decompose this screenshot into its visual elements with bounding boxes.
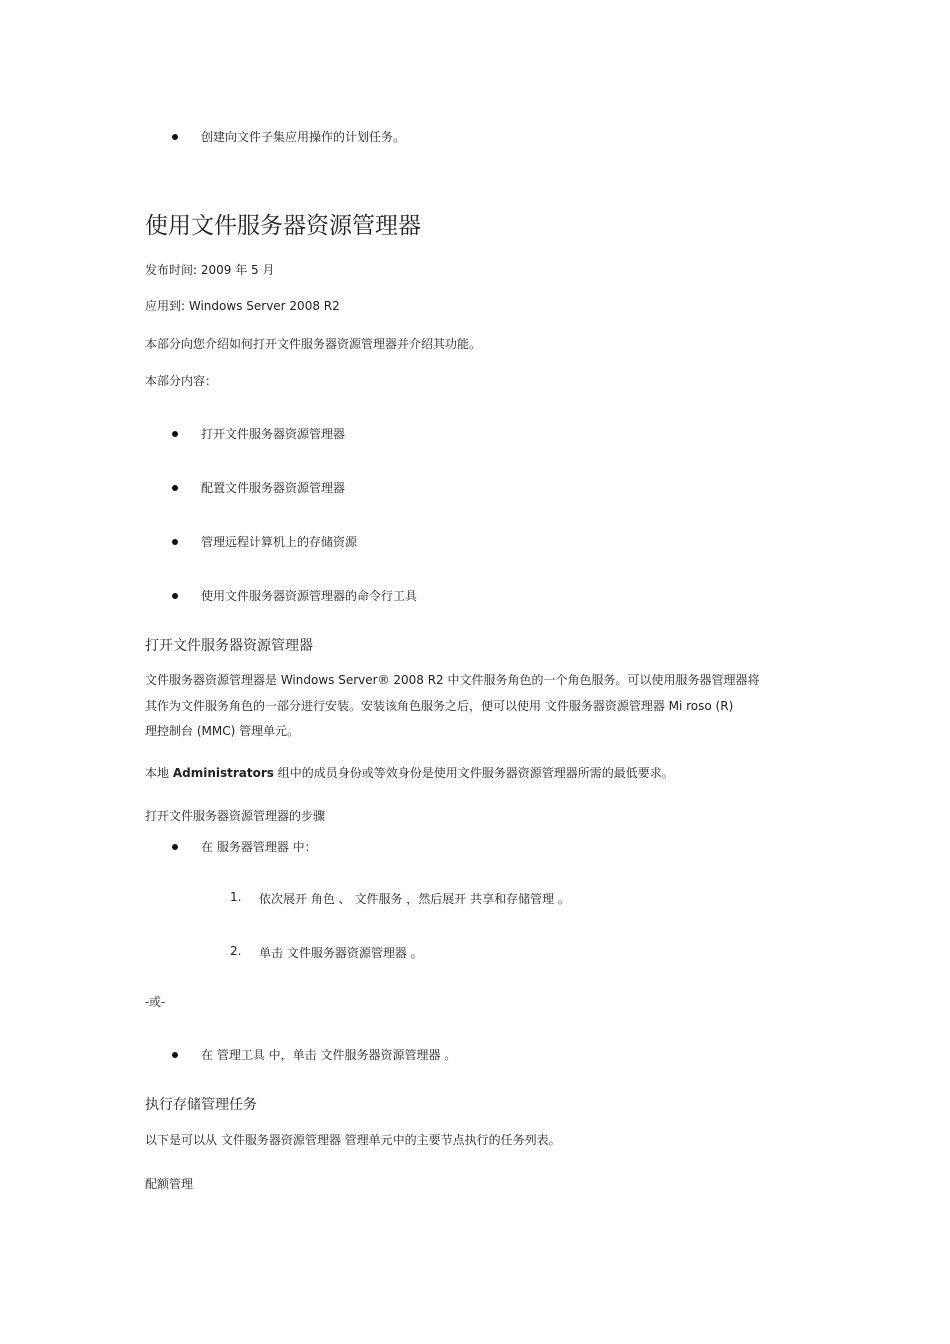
step2-text: 单击 文件服务器资源管理器 。	[259, 946, 423, 960]
bullet-dot	[172, 431, 178, 437]
published-label: 发布时间	[145, 263, 194, 277]
contents-link-cmdline[interactable]: 使用文件服务器资源管理器的命令行工具	[201, 589, 418, 603]
bullet-dot	[172, 134, 178, 140]
published-value: : 2009 年 5 月	[193, 263, 275, 277]
contents-link-open[interactable]: 打开文件服务器资源管理器	[201, 427, 346, 441]
steps-title: 打开文件服务器资源管理器的步骤	[145, 809, 326, 823]
contents-link-remote[interactable]: 管理远程计算机上的存储资源	[201, 535, 358, 549]
admin-suffix: 组中的成员身份或等效身份是使用文件服务器资源管理器所需的最低要求。	[273, 766, 674, 780]
step1-text: 依次展开 角色 、 文件服务 ，然后展开 共享和存储管理 。	[259, 892, 570, 906]
section-open-para-line3: 理控制台 (MMC) 管理单元。	[145, 724, 300, 738]
section-tasks-heading: 执行存储管理任务	[145, 1097, 257, 1113]
bullet-dot	[172, 593, 178, 599]
or-separator: -或-	[145, 995, 166, 1009]
bullet-dot	[172, 844, 178, 850]
applies-value: : Windows Server 2008 R2	[181, 299, 340, 313]
step1-number: 1.	[230, 890, 242, 904]
step-bullet-server-manager: 在 服务器管理器 中：	[201, 840, 317, 854]
intro-text: 本部分向您介绍如何打开文件服务器资源管理器并介绍其功能。	[145, 337, 482, 351]
admin-bold: Administrators	[172, 766, 274, 780]
bullet-dot	[172, 1052, 178, 1058]
published-line	[145, 261, 275, 278]
page-title: 使用文件服务器资源管理器	[145, 213, 421, 239]
section-tasks-para: 以下是可以从 文件服务器资源管理器 管理单元中的主要节点执行的任务列表。	[145, 1133, 561, 1147]
step-bullet-admin-tools: 在 管理工具 中，单击 文件服务器资源管理器 。	[201, 1048, 457, 1062]
section-open-para-line1: 文件服务器资源管理器是 Windows Server® 2008 R2 中文件服务角色的一个角色服务。可以使用服务器管理器将	[145, 673, 760, 687]
admin-prefix: 本地	[145, 766, 173, 780]
section-open-para-line2: 其作为文件服务角色的一部分进行安装。安装该角色服务之后，便可以使用 文件服务器资源管理器 Mi roso (R)	[145, 699, 734, 713]
step2-number: 2.	[230, 944, 242, 958]
contents-label: 本部分内容：	[145, 374, 218, 388]
bullet-dot	[172, 485, 178, 491]
applies-line	[145, 297, 340, 314]
admin-requirement	[145, 764, 674, 781]
top-bullet-text: 创建向文件子集应用操作的计划任务。	[201, 130, 406, 144]
quota-management-heading: 配额管理	[145, 1177, 194, 1191]
applies-label: 应用到	[145, 299, 182, 313]
section-open-heading: 打开文件服务器资源管理器	[145, 638, 313, 654]
bullet-dot	[172, 539, 178, 545]
contents-link-configure[interactable]: 配置文件服务器资源管理器	[201, 481, 346, 495]
